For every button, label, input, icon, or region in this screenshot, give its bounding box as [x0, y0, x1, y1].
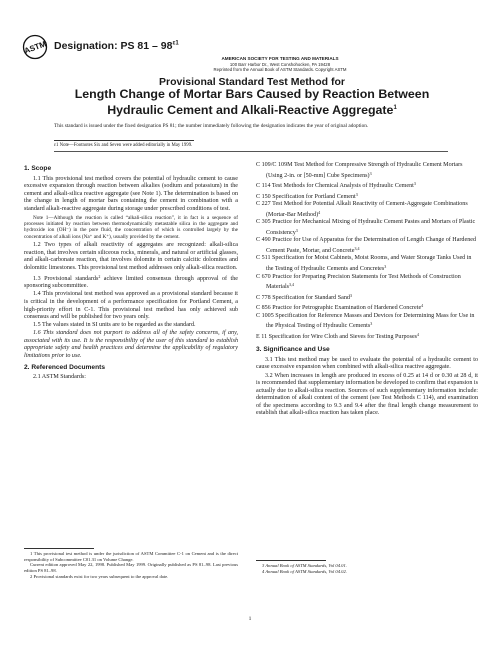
- reference-item: [256, 237, 478, 255]
- reference-code: C 670: [256, 273, 271, 280]
- paragraph-1-5: 1.5 The values stated in SI units are to be regarded as the standard.: [33, 322, 196, 329]
- reference-code: C 305: [256, 219, 271, 226]
- reference-title: Test Method for Potential Alkali Reactivity of Cement-Aggregate Combinations (Mortar-Bar Method): [266, 201, 468, 218]
- footnote-divider: [24, 548, 94, 549]
- reference-code: C 227: [256, 201, 271, 208]
- reference-footnote-mark: 3: [413, 181, 416, 187]
- reference-item: [256, 313, 478, 331]
- reference-title: Specification for Moist Cabinets, Moist Rooms, and Water Storage Tanks Used in the Testing of Hydraulic Cements and Concretes: [266, 255, 472, 273]
- svg-text:ASTM: ASTM: [22, 39, 48, 56]
- title-line-1: Provisional Standard Test Method for: [159, 76, 345, 88]
- reference-code: E 11: [256, 333, 268, 340]
- reference-title: Specification for Standard Sand: [270, 294, 350, 301]
- reference-item: [256, 191, 478, 202]
- document-title: [24, 76, 480, 117]
- reference-code: C 856: [256, 305, 271, 312]
- reference-code: C 778: [256, 294, 271, 301]
- paragraph-1-2: 1.2 Two types of alkali reactivity of aggregates are recognized: alkali-silica reaction, that involves certain siliceous rocks, minerals, and natural or artificial glasses, and alkali-carbonate reaction, that involves dolomite in certain calcitic dolomites and dolomitic limestones. This provisional test method addresses only alkali-silica reaction.: [24, 241, 238, 271]
- paragraph-1-6: 1.6 This standard does not purport to address all of the safety concerns, if any, associated with its use. It is the responsibility of the user of this standard to establish appropriate safety and health practices and determine the applicability of regulatory limitations prior to use.: [24, 330, 238, 359]
- reference-title: Practice for Petrographic Examination of Hardened Concrete: [270, 305, 422, 312]
- society-name: AMERICAN SOCIETY FOR TESTING AND MATERIALS: [221, 56, 339, 61]
- reference-item: [256, 331, 478, 342]
- reference-code: C 511: [256, 255, 271, 262]
- paragraph-3-2: 3.2 When increases in length are produced in excess of 0.25 at 14 d or 0.30 at 28 d, it is recommended that supplementary information be developed to confirm that expansion is actually due to alkali-silica reaction. Sources of such supplementary information include: determination of alkali content of the cement (see Test Methods C 114), and examination of the specimens according to 9.3 and 9.4 after the final length change measurement to establish that alkali-silica reaction has taken place.: [256, 372, 478, 417]
- reference-code: C 150: [256, 193, 271, 200]
- reference-title: Practice for Preparing Precision Statements for Test Methods of Construction Materials: [266, 273, 461, 291]
- paragraph-2-1: 2.1 ASTM Standards:: [33, 374, 86, 381]
- reference-title: Practice for Use of Apparatus for the Determination of Length Change of Hardened Cement Paste, Mortar, and Concrete: [266, 237, 476, 254]
- reference-title: Specification for Reference Masses and Devices for Determining Mass for Use in the Physical Testing of Hydraulic Cements: [266, 312, 475, 330]
- paragraph-3-1: 3.1 This test method may be used to evaluate the potential of a hydraulic cement to cause excessive expansion when combined with alkali-silica reactive aggregate.: [256, 356, 478, 371]
- reference-footnote-mark: 3: [355, 191, 358, 197]
- reference-item: [256, 302, 478, 313]
- paragraph-1-3: 1.3 Provisional standards$^2$ achieve limited consensus through approval of the sponsoring subcommittee.: [24, 273, 238, 290]
- designation: Designation: PS $81 - 98^{\varepsilon 1}$: [54, 40, 179, 52]
- society-block: [130, 56, 430, 73]
- reference-item: [256, 274, 478, 292]
- paragraph-1-1: 1.1 This provisional test method covers the potential of hydraulic cement to cause excessive expansion through reaction between alkalies (sodium and potassium) in the cement and alkali-silica reactive aggregate (see Note 1). The determination is based on the change in length of mortar bars containing the cement in combination with a standard alkali-reactive aggregate during storage under prescribed conditions of test.: [24, 175, 238, 212]
- right-column: [256, 162, 478, 419]
- reference-list: [256, 162, 478, 341]
- footnote-1b: Current edition approved May 22, 1998. Published May 1999. Originally published as PS 81–98. Last previous edition PS 81–98.: [24, 562, 238, 574]
- reference-footnote-mark: 4: [318, 209, 321, 215]
- reference-code: C 490: [256, 237, 271, 244]
- reference-title: Test Method for Compressive Strength of Hydraulic Cement Mortars (Using 2-in. or [50-mm] Cube Specimens): [266, 162, 463, 179]
- reference-title: Practice for Mechanical Mixing of Hydraulic Cement Pastes and Mortars of Plastic Consistency: [266, 219, 476, 236]
- reference-footnote-mark: 3: [370, 321, 373, 327]
- section-heading-scope: 1. Scope: [24, 165, 52, 172]
- footnotes-right: [256, 563, 478, 575]
- reference-title: Specification for Wire Cloth and Sieves for Testing Purposes: [267, 333, 418, 340]
- society-address: 100 Barr Harbor Dr., West Conshohocken, PA 19428: [229, 61, 331, 67]
- reference-item: [256, 219, 478, 237]
- divider: [54, 151, 448, 152]
- footnote-divider: [256, 560, 326, 561]
- reference-item: [256, 255, 478, 273]
- footnote-3: 3 Annual Book of ASTM Standards, Vol 04.01.: [262, 563, 347, 568]
- reference-code: C 109/C 109M: [256, 162, 293, 168]
- reference-item: [256, 292, 478, 303]
- reference-code: C 114: [256, 183, 271, 190]
- reference-footnote-mark: 4: [421, 303, 424, 309]
- reference-footnote-mark: 3,4: [289, 282, 295, 288]
- page-number: 1: [248, 616, 252, 622]
- reference-footnote-mark: 3: [295, 227, 298, 233]
- reference-footnote-mark: 3: [369, 170, 372, 176]
- section-heading-significance: 3. Significance and Use: [256, 346, 330, 354]
- reference-item: [256, 162, 478, 180]
- reference-footnote-mark: 3,4: [354, 245, 360, 251]
- reference-footnote-mark: 3: [349, 292, 352, 298]
- reference-title: Specification for Portland Cement: [270, 193, 356, 200]
- reference-footnote-mark: 3: [384, 264, 387, 270]
- reference-item: [256, 180, 478, 191]
- reference-title: Test Methods for Chemical Analysis of Hydraulic Cement: [270, 183, 414, 190]
- society-reprint: Reprinted from the Annual Book of ASTM Standards. Copyright ASTM: [213, 67, 347, 73]
- epsilon-note: ε1 Note—Footnotes Six and Seven were added editorially in May 1999.: [54, 143, 193, 148]
- divider: [54, 140, 194, 141]
- footnote-1: 1 This provisional test method is under the jurisdiction of ASTM Committee C-1 on Cement and is the direct responsibility of Subcommittee C01.31 on Volume Change.: [24, 551, 238, 562]
- reference-item: [256, 201, 478, 219]
- footnotes-left: [24, 551, 238, 580]
- left-column: [24, 162, 238, 382]
- astm-logo-icon: [22, 34, 48, 60]
- footnote-4: 4 Annual Book of ASTM Standards, Vol 04.02.: [262, 569, 347, 574]
- reference-code: C 1005: [256, 312, 274, 319]
- title-line-3: Hydraulic Cement and Alkali-Reactive Aggregate$^1$: [107, 102, 397, 117]
- section-heading-referenced-documents: 2. Referenced Documents: [24, 363, 105, 371]
- footnote-2: 2 Provisional standards exist for two years subsequent to the approval date.: [30, 573, 169, 579]
- paragraph-1-4: 1.4 This provisional test method was approved as a provisional standard because it is critical in the development of a performance specification for Portland Cement, a high-priority effort in C-1. This provisional test method has only achieved sub consensus and will be published for two years only.: [24, 291, 238, 321]
- reference-footnote-mark: 4: [417, 331, 420, 337]
- note-1: Note 1—Although the reaction is called “alkali-silica reaction”, it in fact is a sequence of processes initiated by reaction between thermodynamically metastable silica in the aggregate and hydroxide ion (OH⁻) in the pore fluid, the concentration of which is controlled largely by the concentration of alkali ions (Na⁺ and K⁺), usually provided by the cement.: [24, 214, 238, 240]
- issued-note: This standard is issued under the fixed designation PS 81; the number immediately following the designation indicates the year of original adoption.: [54, 123, 369, 129]
- title-line-2: Length Change of Mortar Bars Caused by Reaction Between: [74, 87, 430, 101]
